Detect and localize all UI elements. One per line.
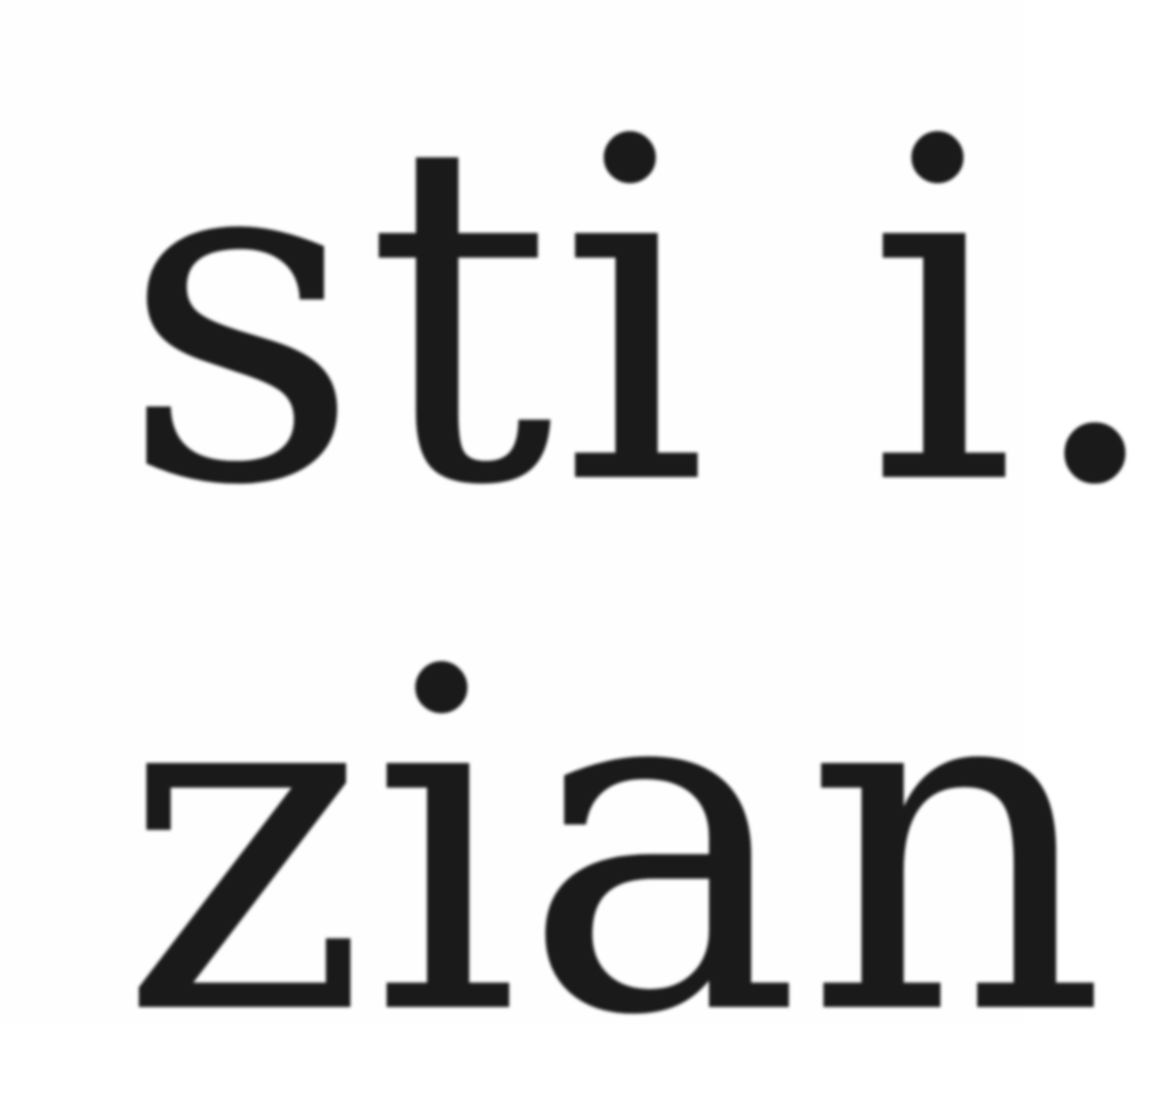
- text-line-2: zian: [120, 571, 1109, 1118]
- text-line-1: sti i.: [120, 41, 1174, 588]
